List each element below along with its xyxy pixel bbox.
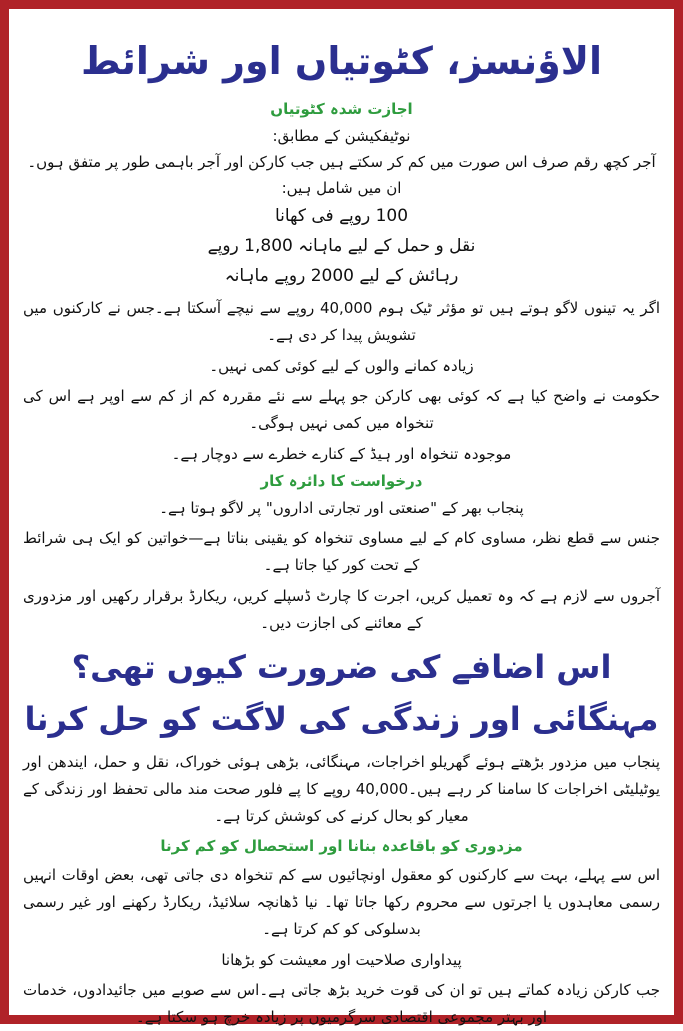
article bbox=[9, 9, 674, 1026]
equal-pay-text: جنس سے قطع نظر، مساوی کام کے لیے مساوی تنخواہ کو یقینی بناتا ہے—خواتین کو ایک ہی شرائط کے تحت کور کیا جاتا ہے۔ bbox=[23, 529, 660, 574]
notification-intro: نوٹیفکیشن کے مطابق: bbox=[272, 127, 411, 145]
deduction-item-meal: 100 روپے فی کھانا bbox=[274, 206, 409, 226]
subheading-regularize-labour: مزدوری کو باقاعدہ بنانا اور استحصال کو کم کرنا bbox=[160, 837, 523, 855]
scope-text: پنجاب بھر کے "صنعتی اور تجارتی اداروں" پر لاگو ہوتا ہے۔ bbox=[159, 499, 524, 517]
productivity-heading: پیداواری صلاحیت اور معیشت کو بڑھانا bbox=[221, 951, 462, 969]
deduction-rule: آجر کچھ رقم صرف اس صورت میں کم کر سکتے ہیں جب کارکن اور آجر باہمی طور پر متفق ہوں۔ان میں شامل ہیں: bbox=[27, 153, 656, 197]
no-loss-note: زیادہ کمانے والوں کے لیے کوئی کمی نہیں۔ bbox=[209, 357, 474, 375]
section-heading-why-increase: اس اضافے کی ضرورت کیوں تھی؟ مہنگائی اور زندگی کی لاگت کو حل کرنا bbox=[24, 648, 659, 738]
section-heading-allowed-deductions: اجازت شدہ کٹوتیاں bbox=[270, 100, 413, 118]
current-pay-note: موجودہ تنخواہ اور ہیڈ کے کنارے خطرے سے دوچار ہے۔ bbox=[171, 445, 512, 463]
page-title: الاؤنسز، کٹوتیاں اور شرائط bbox=[80, 39, 603, 83]
economy-paragraph: جب کارکن زیادہ کماتے ہیں تو ان کی قوت خرید بڑھ جاتی ہے۔اس سے صوبے میں جائیدادوں، خدمات اور بہتر مجموعی اقتصادی سرگرمیوں پر زیادہ خرچ ہو سکتا ہے۔ bbox=[23, 981, 660, 1026]
section-heading-scope: درخواست کا دائرہ کار bbox=[260, 472, 423, 490]
regularize-paragraph: اس سے پہلے، بہت سے کارکنوں کو معقول اونچائیوں سے کم تنخواہ دی جاتی تھی، بعض اوقات انہیں رسمی معاہدوں یا اجرتوں سے محروم رکھا جاتا تھا۔ نیا ڈھانچہ سلائیڈ، ریکارڈ رکھنے اور غیر رسمی بدسلوکی کو کم کرتا ہے۔ bbox=[23, 866, 660, 938]
employer-obligations-text: آجروں سے لازم ہے کہ وہ تعمیل کریں، اجرت کا چارٹ ڈسپلے کریں، ریکارڈ برقرار رکھیں اور مزدوری کے معائنے کی اجازت دیں۔ bbox=[23, 587, 660, 632]
inflation-paragraph: پنجاب میں مزدور بڑھتے ہوئے گھریلو اخراجات، مہنگائی، بڑھی ہوئی خوراک، نقل و حمل، ایندھن اور یوٹیلیٹی اخراجات کا سامنا کر رہے ہیں۔40,000 روپے کا پے فلور صحت مند مالی تحفظ اور زندگی کے معیار کو بحال کرنے کی کوشش کرتا ہے۔ bbox=[23, 753, 660, 825]
deduction-item-housing: رہائش کے لیے 2000 روپے ماہانہ bbox=[224, 266, 459, 286]
deduction-item-transport: نقل و حمل کے لیے ماہانہ 1,800 روپے bbox=[207, 236, 476, 256]
deduction-effect: اگر یہ تینوں لاگو ہوتے ہیں تو مؤثر ٹیک ہوم 40,000 روپے سے نیچے آسکتا ہے۔جس نے کارکنوں میں تشویش پیدا کر دی ہے۔ bbox=[23, 299, 661, 344]
government-clarification: حکومت نے واضح کیا ہے کہ کوئی بھی کارکن جو پہلے سے نئے مقررہ کم از کم سے اوپر ہے اس کی تنخواہ میں کمی نہیں ہوگی۔ bbox=[23, 387, 660, 432]
